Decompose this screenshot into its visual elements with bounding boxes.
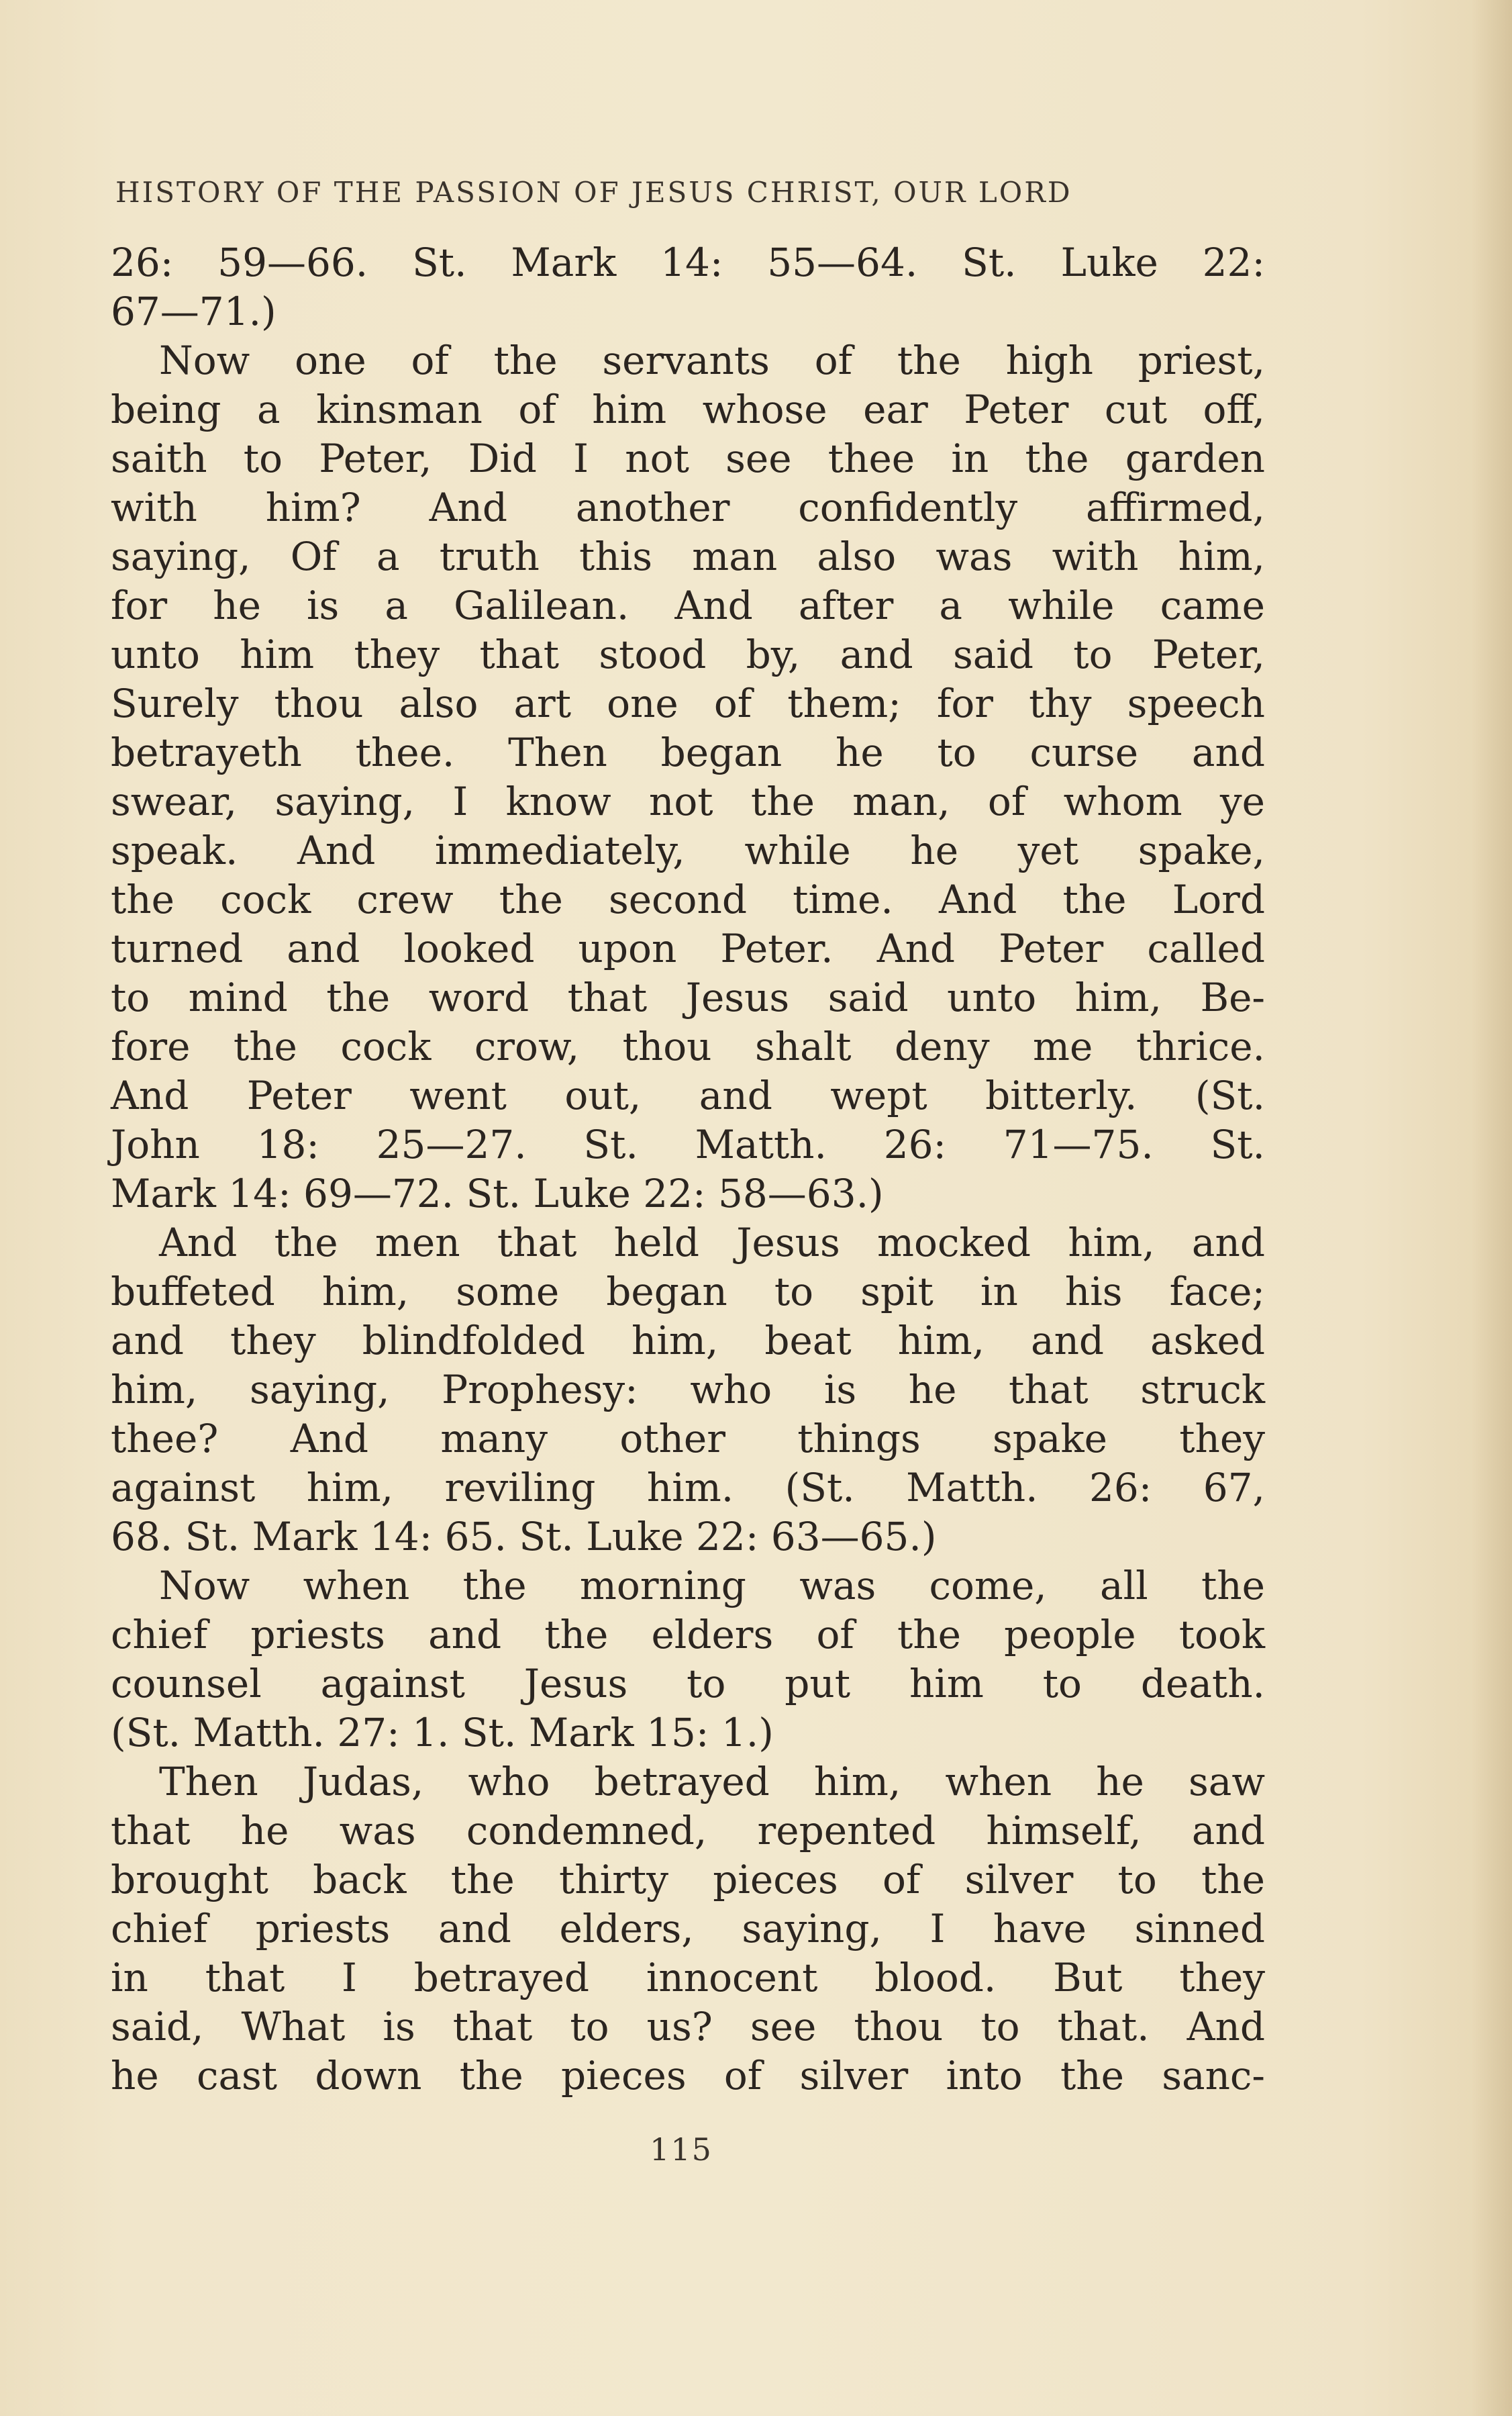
- text-line: Surely thou also art one of them; for thy speech: [111, 681, 1265, 726]
- text-line: that he was condemned, repented himself, and: [111, 1808, 1265, 1853]
- text-line: chief priests and elders, saying, I have sinned: [111, 1906, 1265, 1951]
- text-line: brought back the thirty pieces of silver to the: [111, 1857, 1265, 1902]
- text-line: buffeted him, some began to spit in his face;: [111, 1269, 1265, 1314]
- text-line: him, saying, Prophesy: who is he that struck: [111, 1367, 1265, 1412]
- text-line: 68. St. Mark 14: 65. St. Luke 22: 63—65.): [111, 1514, 937, 1559]
- text-line: (St. Matth. 27: 1. St. Mark 15: 1.): [111, 1710, 774, 1755]
- paragraph-start-line: And the men that held Jesus mocked him, and: [159, 1220, 1265, 1265]
- text-line: to mind the word that Jesus said unto him, Be-: [111, 975, 1265, 1020]
- paragraph-start-line: Now one of the servants of the high priest,: [159, 338, 1265, 383]
- text-line: speak. And immediately, while he yet spake,: [111, 828, 1265, 873]
- text-line: saying, Of a truth this man also was with him,: [111, 534, 1265, 579]
- text-line: he cast down the pieces of silver into the sanc-: [111, 2053, 1265, 2098]
- text-line: fore the cock crow, thou shalt deny me thrice.: [111, 1024, 1265, 1069]
- text-line: 26: 59—66. St. Mark 14: 55—64. St. Luke 22:: [111, 240, 1265, 285]
- text-line: And Peter went out, and wept bitterly. (St.: [111, 1073, 1265, 1118]
- text-line: in that I betrayed innocent blood. But they: [111, 1955, 1265, 2000]
- paragraph-start-line: Now when the morning was come, all the: [159, 1563, 1265, 1608]
- text-line: John 18: 25—27. St. Matth. 26: 71—75. St.: [111, 1122, 1265, 1167]
- text-line: being a kinsman of him whose ear Peter cut off,: [111, 387, 1265, 432]
- text-line: saith to Peter, Did I not see thee in the garden: [111, 436, 1265, 481]
- page-number: 115: [650, 2131, 713, 2168]
- text-line: for he is a Galilean. And after a while came: [111, 583, 1265, 628]
- text-line: against him, reviling him. (St. Matth. 26: 67,: [111, 1465, 1265, 1510]
- paragraph-start-line: Then Judas, who betrayed him, when he saw: [159, 1759, 1265, 1804]
- page-edge-shadow: [1472, 0, 1512, 2416]
- text-line: counsel against Jesus to put him to death.: [111, 1661, 1265, 1706]
- text-line: swear, saying, I know not the man, of whom ye: [111, 779, 1265, 824]
- text-line: Mark 14: 69—72. St. Luke 22: 58—63.): [111, 1171, 884, 1216]
- text-line: and they blindfolded him, beat him, and asked: [111, 1318, 1265, 1363]
- text-line: thee? And many other things spake they: [111, 1416, 1265, 1461]
- running-head: HISTORY OF THE PASSION OF JESUS CHRIST, OUR LORD: [115, 176, 1072, 209]
- text-line: the cock crew the second time. And the Lord: [111, 877, 1265, 922]
- body-text: [111, 238, 1265, 2100]
- text-line: said, What is that to us? see thou to that. And: [111, 2004, 1265, 2049]
- text-line: turned and looked upon Peter. And Peter called: [111, 926, 1265, 971]
- text-line: 67—71.): [111, 289, 276, 334]
- text-line: chief priests and the elders of the people took: [111, 1612, 1265, 1657]
- text-line: betrayeth thee. Then began he to curse and: [111, 730, 1265, 775]
- text-line: unto him they that stood by, and said to Peter,: [111, 632, 1265, 677]
- text-line: with him? And another confidently affirmed,: [111, 485, 1265, 530]
